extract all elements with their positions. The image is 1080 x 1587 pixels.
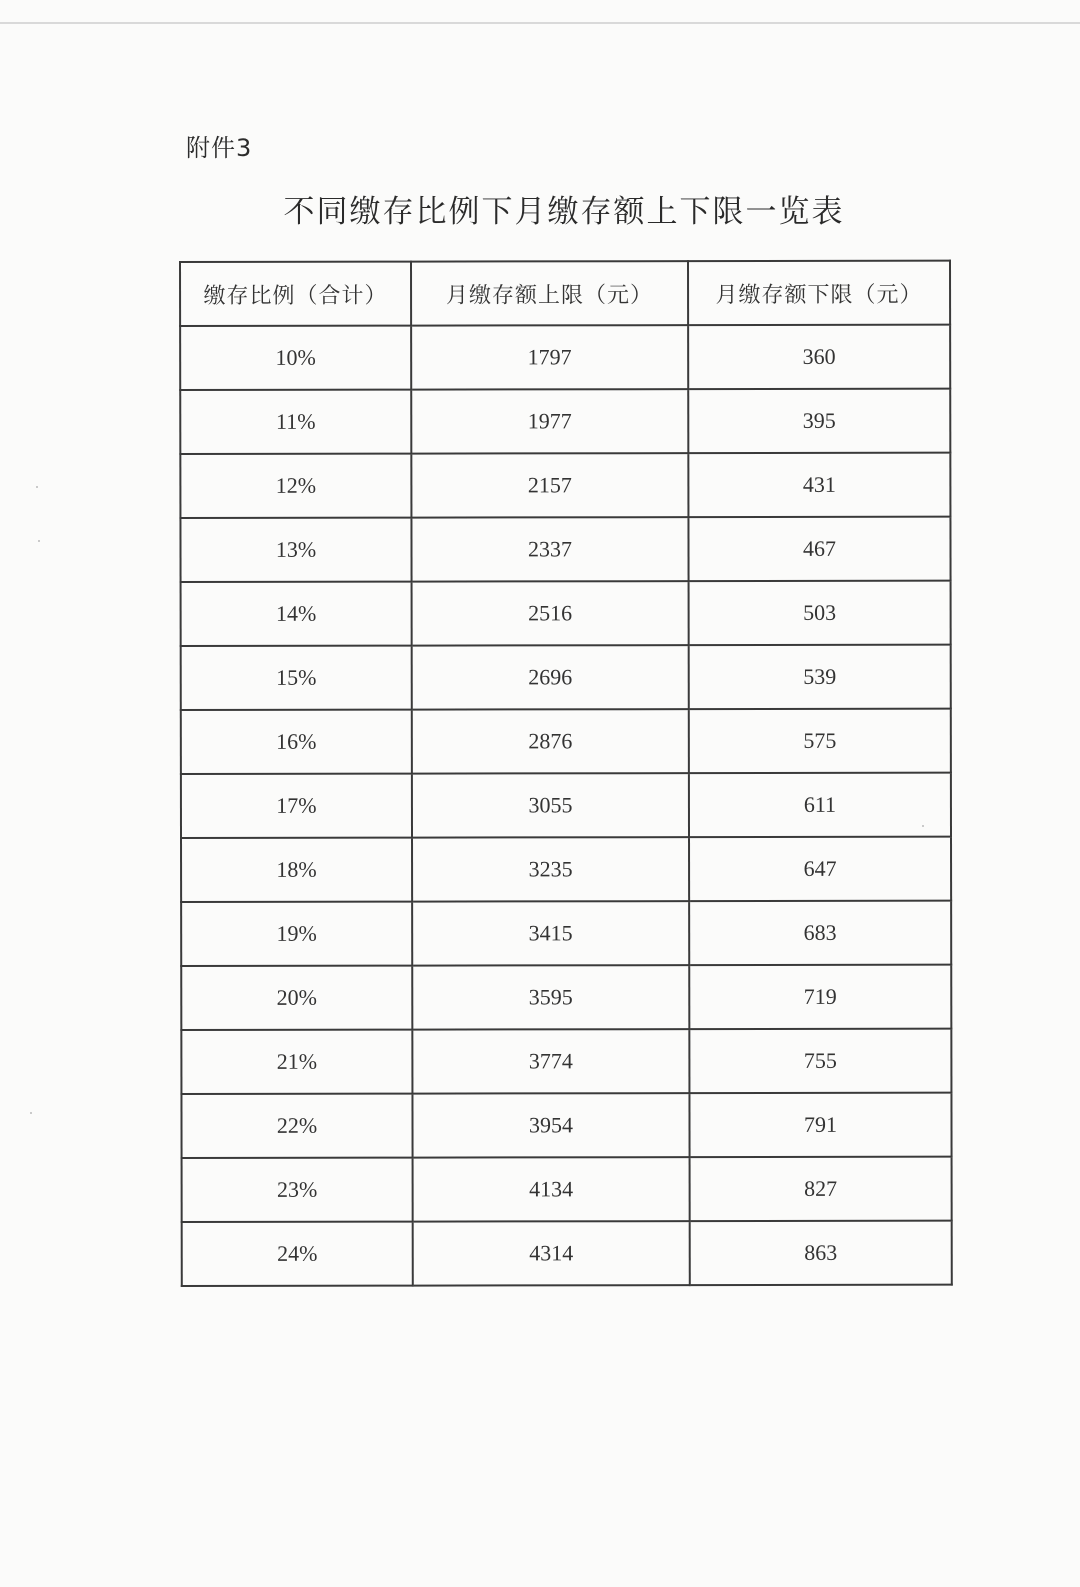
scan-speck [38, 540, 40, 542]
cell-lower-limit: 539 [689, 645, 951, 709]
cell-upper-limit: 2516 [412, 581, 689, 645]
cell-lower-limit: 755 [689, 1029, 951, 1093]
cell-lower-limit: 647 [689, 837, 951, 901]
cell-upper-limit: 3774 [412, 1029, 689, 1093]
cell-upper-limit: 2876 [412, 709, 689, 773]
cell-rate: 15% [181, 646, 412, 710]
cell-lower-limit: 575 [689, 709, 951, 773]
scan-speck [922, 825, 924, 827]
cell-rate: 12% [180, 454, 411, 518]
cell-rate: 11% [180, 390, 411, 454]
cell-lower-limit: 395 [688, 389, 950, 453]
cell-rate: 19% [181, 902, 412, 966]
table-row [181, 581, 951, 646]
cell-rate: 13% [180, 518, 411, 582]
cell-upper-limit: 3595 [412, 965, 689, 1029]
cell-upper-limit: 1797 [411, 325, 688, 389]
cell-rate: 14% [181, 582, 412, 646]
table-row [181, 773, 951, 838]
cell-lower-limit: 719 [689, 965, 951, 1029]
cell-upper-limit: 3954 [412, 1093, 689, 1157]
cell-lower-limit: 863 [690, 1221, 952, 1285]
cell-lower-limit: 503 [689, 581, 951, 645]
table-row [182, 1221, 952, 1286]
table-container [179, 260, 953, 1287]
cell-rate: 17% [181, 774, 412, 838]
cell-lower-limit: 791 [689, 1093, 951, 1157]
cell-rate: 20% [181, 966, 412, 1030]
scan-top-edge-line [0, 22, 1080, 24]
table-row [180, 517, 950, 582]
contribution-limits-table [179, 260, 953, 1287]
scan-speck [36, 486, 38, 488]
header-upper-limit: 月缴存额上限（元） [411, 261, 688, 325]
cell-lower-limit: 611 [689, 773, 951, 837]
cell-rate: 21% [181, 1030, 412, 1094]
table-row [181, 709, 951, 774]
table-row [181, 901, 951, 966]
cell-upper-limit: 2696 [412, 645, 689, 709]
table-row [181, 645, 951, 710]
cell-upper-limit: 2157 [411, 453, 688, 517]
table-row [181, 837, 951, 902]
table-row [181, 965, 951, 1030]
cell-rate: 18% [181, 838, 412, 902]
cell-upper-limit: 4314 [413, 1221, 690, 1285]
cell-lower-limit: 431 [688, 453, 950, 517]
cell-rate: 22% [181, 1094, 412, 1158]
table-row [181, 1029, 951, 1094]
table-row [180, 325, 950, 390]
cell-upper-limit: 3235 [412, 837, 689, 901]
table-row [180, 453, 950, 518]
table-row [180, 389, 950, 454]
document-title: 不同缴存比例下月缴存额上下限一览表 [283, 194, 845, 230]
cell-upper-limit: 3055 [412, 773, 689, 837]
table-row [181, 1093, 951, 1158]
cell-rate: 10% [180, 326, 411, 390]
cell-lower-limit: 683 [689, 901, 951, 965]
cell-rate: 16% [181, 710, 412, 774]
cell-lower-limit: 360 [688, 325, 950, 389]
header-lower-limit: 月缴存额下限（元） [688, 261, 950, 325]
header-contribution-rate: 缴存比例（合计） [180, 262, 411, 326]
cell-rate: 24% [182, 1222, 413, 1286]
scan-speck [30, 1112, 32, 1114]
cell-rate: 23% [182, 1158, 413, 1222]
cell-lower-limit: 467 [688, 517, 950, 581]
table-header-row [180, 261, 950, 326]
cell-upper-limit: 4134 [413, 1157, 690, 1221]
cell-upper-limit: 3415 [412, 901, 689, 965]
cell-upper-limit: 1977 [411, 389, 688, 453]
cell-lower-limit: 827 [690, 1157, 952, 1221]
attachment-label: 附件3 [186, 134, 253, 162]
cell-upper-limit: 2337 [411, 517, 688, 581]
table-row [182, 1157, 952, 1222]
